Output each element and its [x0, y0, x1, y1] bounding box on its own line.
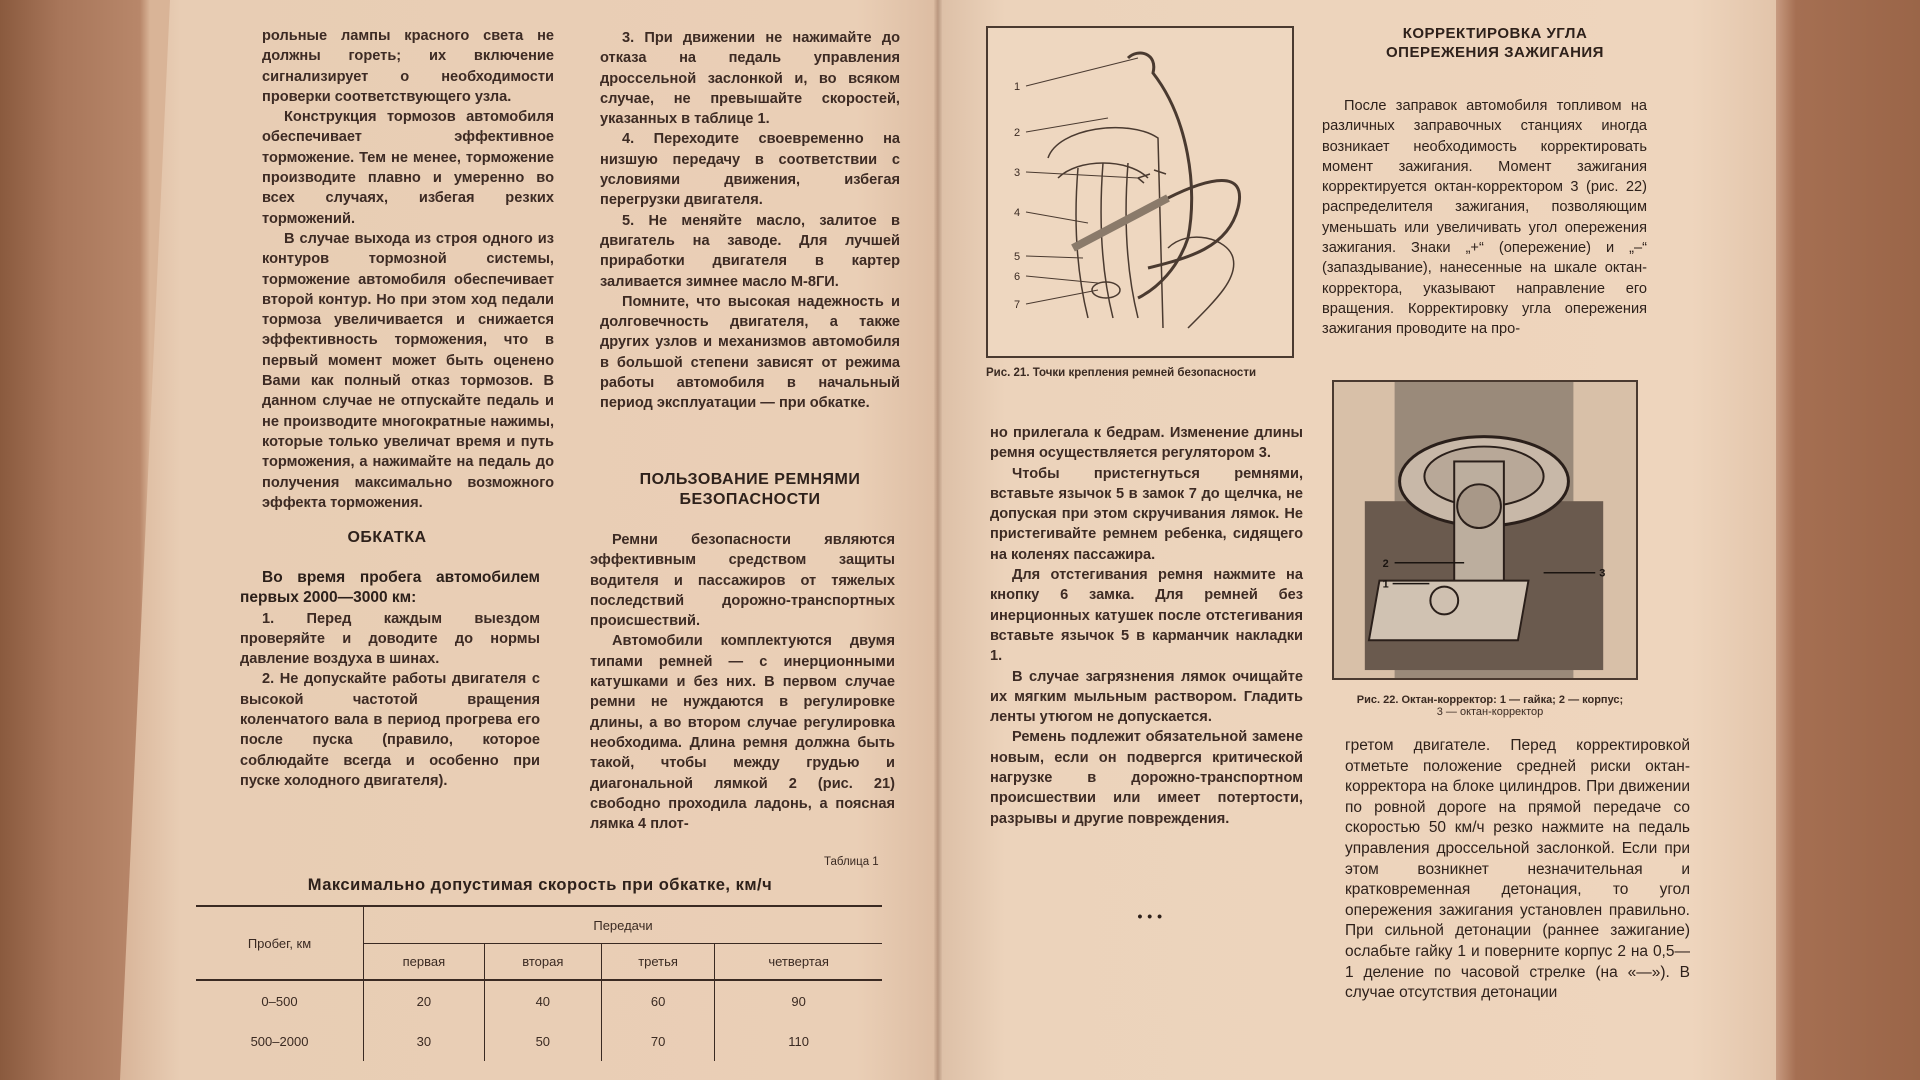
column-header: третья	[601, 944, 714, 981]
paragraph: Конструкция тормозов автомобиля обеспечивает эффективное торможение. Тем не менее, торможение производите плавно и умеренно во всех случаях, избегая резких торможений.	[262, 109, 554, 227]
book-gutter	[934, 0, 942, 1080]
paragraph: Ремень подлежит обязательной замене новым, если он подвергся критической нагрузке в дорожно-транспортном происшествии или имеет потертости, разрывы и другие повреждения.	[990, 729, 1303, 827]
column-header: первая	[364, 944, 485, 981]
paragraph: 5. Не меняйте масло, залитое в двигатель на заводе. Для лучшей приработки двигателя в картер заливается зимнее масло М-8ГИ.	[600, 212, 900, 290]
octane-corrector-illustration	[1334, 382, 1636, 678]
paragraph: Для отстегивания ремня нажмите на кнопку 6 замка. Для ремней без инерционных катушек после отстегивания вставьте язычок 5 в карманчик накладки 1.	[990, 567, 1303, 665]
column-2-belts-text	[590, 530, 895, 834]
callout-label: 4	[1014, 207, 1021, 219]
figure-22-octane-corrector	[1332, 380, 1638, 680]
paragraph: После заправок автомобиля топливом на различных заправочных станциях иногда возникает необходимость корректировать момент зажигания. Момент зажигания корректируется октан-корректором 3 (рис. 22) распределителя зажигания, позволяющим уменьшать или увеличивать угол опережения зажигания. Знаки „+“ (опережение) и „–“ (запаздывание), нанесенные на шкале октан-корректора, указывают направление его вращения. Корректировку угла опережения зажигания проводите на про-	[1322, 98, 1647, 338]
lead-text: Во время пробега автомобилем первых 2000—3000 км:	[240, 569, 540, 607]
paragraph: Помните, что высокая надежность и долговечность двигателя, а также других узлов и механизмов автомобиля в большой степени зависят от режима работы автомобиля в начальный период эксплуатации — при обкатке.	[600, 293, 900, 412]
figure-21-caption: Рис. 21. Точки крепления ремней безопасности	[986, 367, 1257, 379]
cell: 90	[791, 993, 806, 1009]
heading-obkatka: ОБКАТКА	[347, 529, 427, 546]
cell: 60	[601, 980, 714, 1021]
row-range: 0–500	[196, 980, 364, 1021]
heading-ignition-timing: КОРРЕКТИРОВКА УГЛА ОПЕРЕЖЕНИЯ ЗАЖИГАНИЯ	[1386, 25, 1604, 61]
paragraph: В случае загрязнения лямок очищайте их мягким мыльным раствором. Гладить ленты утюгом не допускается.	[990, 668, 1303, 726]
cell: 70	[601, 1021, 714, 1061]
callout-label: 5	[1014, 251, 1021, 263]
cell: 40	[484, 980, 601, 1021]
cell: 50	[484, 1021, 601, 1061]
callout-label: 1	[1014, 81, 1021, 93]
paragraph: но прилегала к бедрам. Изменение длины ремня осуществляется регулятором 3.	[990, 425, 1303, 462]
caption-line: 3 — октан-корректор	[1436, 706, 1544, 718]
callout-label: 7	[1014, 299, 1021, 311]
paragraph: В случае выхода из строя одного из контуров тормозной системы, торможение автомобиля обеспечивает второй контур. Но при этом ход педали тормоза увеличивается и снижается эффективность торможения, что в первый момент может быть оценено Вами как полный отказ тормозов. В данном случае не отпускайте педаль и не производите многократные нажимы, которые только увеличат время и путь торможения, а нажимайте на педаль до получения максимально возможного эффекта торможения.	[262, 230, 554, 511]
list-item: 1. Перед каждым выездом проверяйте и доводите до нормы давление воздуха в шинах.	[240, 610, 540, 668]
list-item: 2. Не допускайте работы двигателя с высокой частотой вращения коленчатого вала в период прогрева его после пуска (правило, которое соблюдайте всегда и особенно при пуске холодного двигателя).	[240, 671, 540, 789]
group-header: Передачи	[364, 906, 883, 944]
paragraph: Автомобили комплектуются двумя типами ремней — с инерционными катушками и без них. В первом случае ремни не нуждаются в регулировке длины, а во втором случае регулировка необходима. Длина ремня должна быть такой, чтобы между грудью и диагональной лямкой 2 (рис. 21) свободно проходила ладонь, а поясная лямка 4 плот-	[590, 633, 895, 833]
caption-line: Рис. 22. Октан-корректор: 1 — гайка; 2 — корпус;	[1356, 694, 1624, 706]
callout-label: 3	[1014, 167, 1021, 179]
column-3-text	[990, 423, 1303, 829]
column-4-text	[1322, 96, 1647, 340]
figure-21-seat-belt	[986, 26, 1294, 358]
row-range: 500–2000	[196, 1021, 364, 1061]
column-4-bottom-text	[1345, 736, 1690, 1004]
table-row	[196, 980, 882, 1021]
paragraph: рольные лампы красного света не должны гореть; их включение сигнализирует о необходимости проверки соответствующего узла.	[262, 28, 554, 105]
callout-label: 6	[1014, 271, 1021, 283]
figure-22-caption	[1340, 694, 1640, 718]
callout-label: 3	[1599, 567, 1606, 580]
heading-seat-belts: ПОЛЬЗОВАНИЕ РЕМНЯМИ БЕЗОПАСНОСТИ	[639, 471, 861, 508]
callout-label: 1	[1382, 578, 1389, 591]
paragraph: 4. Переходите своевременно на низшую передачу в соответствии с условиями движения, избегая перегрузки двигателя.	[600, 131, 900, 209]
cell: 110	[788, 1033, 809, 1049]
seat-belt-illustration	[988, 28, 1292, 356]
column-header: вторая	[484, 944, 601, 981]
paragraph: гретом двигателе. Перед корректировкой отметьте положение средней риски октан-корректора на блоке цилиндров. При движении по ровной дороге на прямой передаче со скоростью 50 км/ч резко нажмите на педаль управления дроссельной заслонкой. Если при этом возникнет незначительная и кратковременная детонация, то угол опережения зажигания установлен правильно. При сильной детонации (раннее зажигание) ослабьте гайку 1 и поверните корпус 2 на 0,5—1 деление по часовой стрелке (на «—»). В случае отсутствия детонации	[1345, 737, 1690, 1002]
paragraph: Чтобы пристегнуться ремнями, вставьте язычок 5 в замок 7 до щелчка, не допуская при этом скручивания лямок. Не пристегивайте ремнем ребенка, сидящего на коленях пассажира.	[990, 465, 1303, 563]
paragraph: 3. При движении не нажимайте до отказа на педаль управления дроссельной заслонкой и, во всяком случае, не превышайте скоростей, указанных в таблице 1.	[600, 30, 900, 128]
section-separator: • • •	[1137, 908, 1163, 924]
paragraph: Ремни безопасности являются эффективным средством защиты водителя и пассажиров от тяжелых последствий дорожно-транспортных происшествий.	[590, 532, 895, 630]
table-title: Максимально допустимая скорость при обкатке, км/ч	[307, 876, 773, 894]
column-2-text	[600, 28, 900, 414]
cell: 20	[364, 980, 485, 1021]
column-1-text	[262, 26, 554, 513]
table-row	[196, 1021, 882, 1061]
column-header: четвертая	[768, 954, 829, 969]
column-1-list	[240, 568, 540, 791]
table-label: Таблица 1	[824, 856, 879, 868]
speed-table	[196, 905, 882, 1061]
background-surface	[1776, 0, 1920, 1080]
row-header: Пробег, км	[196, 906, 364, 980]
callout-label: 2	[1014, 127, 1021, 139]
cell: 30	[364, 1021, 485, 1061]
callout-label: 2	[1382, 557, 1389, 570]
